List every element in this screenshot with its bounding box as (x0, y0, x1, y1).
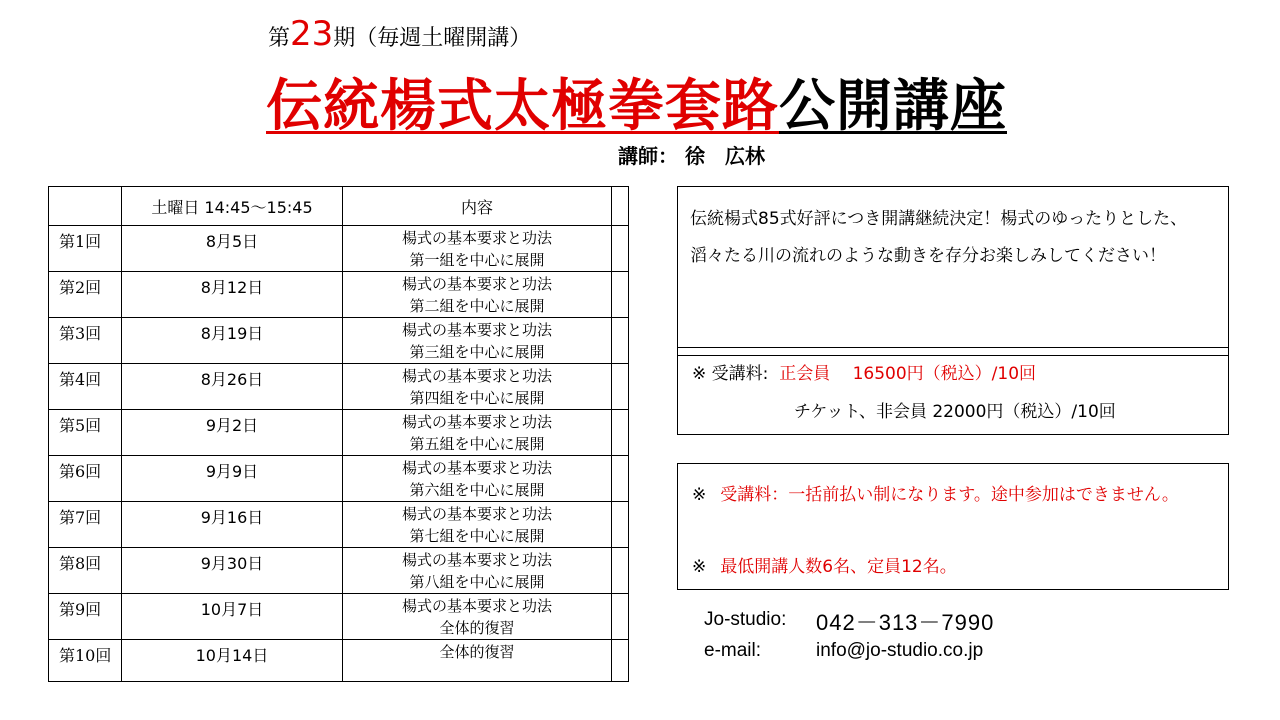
session-content (343, 226, 612, 272)
session-content (343, 640, 612, 682)
notice-capacity-text: 最低開講人数6名、定員12名。 (720, 557, 957, 577)
notice-mark: ※ (692, 557, 707, 577)
header-date: 土曜日 14:45～15:45 (122, 187, 343, 226)
table-row (49, 548, 629, 594)
studio-label: Jo-studio: (704, 609, 787, 630)
blank-cell (612, 594, 629, 640)
blank-cell (612, 318, 629, 364)
content-line-1: 楊式の基本要求と功法 (401, 505, 552, 523)
session-content (343, 272, 612, 318)
table-row (49, 272, 629, 318)
session-number: 第7回 (49, 502, 122, 548)
notice-mark: ※ (692, 485, 707, 505)
blank-cell (612, 456, 629, 502)
notice-capacity (692, 550, 1222, 584)
session-number: 第6回 (49, 456, 122, 502)
table-header-row (49, 187, 629, 226)
content-line-1: 楊式の基本要求と功法 (401, 597, 552, 615)
course-description: 伝統楊式85式好評につき開講継続決定！楊式のゆったりとした、滔々たる川の流れのような動きを存分お楽しみしてください！ (690, 209, 1188, 266)
session-date: 9月2日 (122, 410, 343, 456)
blank-cell (612, 548, 629, 594)
session-content (343, 410, 612, 456)
session-number: 第10回 (49, 640, 122, 682)
session-date: 9月30日 (122, 548, 343, 594)
term-number: 23 (290, 14, 334, 54)
table-row (49, 502, 629, 548)
content-line-2: 第一組を中心に展開 (409, 251, 545, 269)
header-number (49, 187, 122, 226)
session-content (343, 502, 612, 548)
session-number: 第8回 (49, 548, 122, 594)
term-suffix: 期（毎週土曜開講） (333, 26, 532, 51)
table-row (49, 226, 629, 272)
term-heading (268, 14, 531, 54)
blank-cell (612, 226, 629, 272)
content-line-1: 楊式の基本要求と功法 (401, 459, 552, 477)
content-line-2: 第七組を中心に展開 (409, 527, 545, 545)
session-date: 9月9日 (122, 456, 343, 502)
session-content (343, 548, 612, 594)
blank-cell (612, 364, 629, 410)
email-link[interactable]: info@jo-studio.co.jp (816, 640, 984, 661)
blank-cell (612, 410, 629, 456)
session-date: 10月7日 (122, 594, 343, 640)
content-line-2: 全体的復習 (439, 619, 515, 637)
term-prefix: 第 (268, 26, 291, 51)
blank-cell (612, 272, 629, 318)
session-content (343, 318, 612, 364)
content-line-2: 第二組を中心に展開 (409, 297, 545, 315)
session-date: 8月12日 (122, 272, 343, 318)
header-blank (612, 187, 629, 226)
title-black-part: 公開講座 (779, 74, 1007, 139)
table-row (49, 364, 629, 410)
session-content (343, 594, 612, 640)
session-date: 8月26日 (122, 364, 343, 410)
table-row (49, 456, 629, 502)
session-date: 8月19日 (122, 318, 343, 364)
fee-member-line (692, 359, 1036, 384)
schedule-table (48, 186, 629, 682)
session-number: 第2回 (49, 272, 122, 318)
notice-payment-text: 受講料：一括前払い制になります。途中参加はできません。 (720, 485, 1179, 505)
content-line-2: 第八組を中心に展開 (409, 573, 545, 591)
studio-phone[interactable]: 042－313－7990 (816, 610, 995, 635)
content-line-2: 第四組を中心に展開 (409, 389, 545, 407)
content-line-1: 楊式の基本要求と功法 (401, 551, 552, 569)
session-date: 8月5日 (122, 226, 343, 272)
table-row (49, 640, 629, 682)
session-date: 10月14日 (122, 640, 343, 682)
session-content (343, 364, 612, 410)
content-line-1: 全体的復習 (439, 643, 515, 661)
session-number: 第1回 (49, 226, 122, 272)
content-line-2: 第六組を中心に展開 (409, 481, 545, 499)
fee-mark: ※ 受講料: (692, 364, 769, 384)
session-number: 第5回 (49, 410, 122, 456)
content-line-2: 第三組を中心に展開 (409, 343, 545, 361)
notice-payment (692, 478, 1222, 512)
content-line-2: 第五組を中心に展開 (409, 435, 545, 453)
page-title (266, 62, 1007, 142)
content-line-1: 楊式の基本要求と功法 (401, 275, 552, 293)
content-line-1: 楊式の基本要求と功法 (401, 229, 552, 247)
table-row (49, 318, 629, 364)
header-content: 内容 (343, 187, 612, 226)
fee-nonmember: チケット、非会員 22000円（税込）/10回 (794, 402, 1116, 422)
instructor-name: 講師： 徐 広林 (618, 144, 765, 168)
email-label: e-mail: (704, 640, 762, 661)
content-line-1: 楊式の基本要求と功法 (401, 367, 552, 385)
fee-member: 正会員 16500円（税込）/10回 (779, 364, 1037, 384)
blank-cell (612, 640, 629, 682)
session-content (343, 456, 612, 502)
table-row (49, 594, 629, 640)
info-box (677, 186, 1229, 435)
session-number: 第3回 (49, 318, 122, 364)
session-date: 9月16日 (122, 502, 343, 548)
session-number: 第9回 (49, 594, 122, 640)
table-row (49, 410, 629, 456)
content-line-1: 楊式の基本要求と功法 (401, 413, 552, 431)
divider (678, 347, 1228, 348)
divider (678, 355, 1228, 356)
blank-cell (612, 502, 629, 548)
session-number: 第4回 (49, 364, 122, 410)
content-line-1: 楊式の基本要求と功法 (401, 321, 552, 339)
title-red-part: 伝統楊式太極拳套路 (266, 74, 779, 139)
notice-box (677, 463, 1229, 590)
